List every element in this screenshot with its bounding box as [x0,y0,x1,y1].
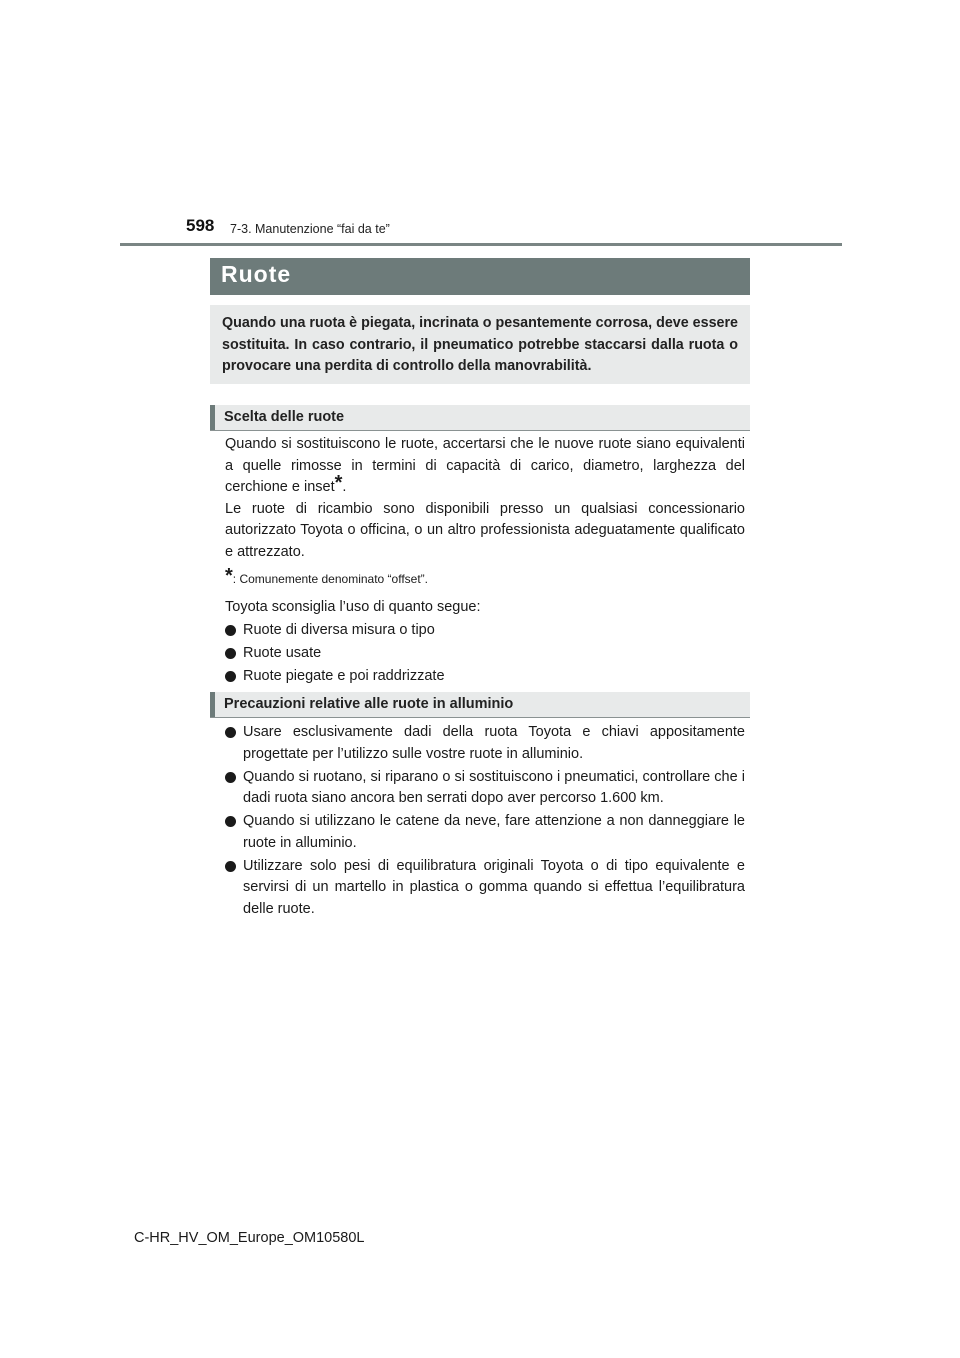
asterisk-mark: * [225,565,233,587]
section-heading-label: Scelta delle ruote [224,409,345,425]
heading-tab-marker [210,692,215,717]
section-body-wheel-choice [225,434,745,689]
bullet-icon [225,671,236,682]
paragraph-equivalence: Quando si sostituiscono le ruote, accertarsi che le nuove ruote siano equivalenti a quelle rimosse in termini di capacità di carico, diametro, larghezza del cerchione e inset*. [225,436,745,495]
bullet-icon [225,772,236,783]
section-heading-label: Precauzioni relative alle ruote in alluminio [224,696,514,712]
intro-box [210,305,750,384]
bullet-icon [225,816,236,827]
intro-text: Quando una ruota è piegata, incrinata o pesantemente corrosa, deve essere sostituita. In caso contrario, il pneumatico potrebbe staccarsi dalla ruota o provocare una perdita di controllo della manovrabilità. [222,315,738,374]
bullet-icon [225,861,236,872]
section-heading-wheel-choice [210,405,750,431]
page-number: 598 [186,216,215,235]
list-item: Quando si utilizzano le catene da neve, fare attenzione a non danneggiare le ruote in alluminio. [225,811,745,854]
bullet-icon [225,625,236,636]
header-divider [120,243,842,246]
page-title-bar [210,258,750,295]
bullet-icon [225,727,236,738]
footnote: *: Comunemente denominato “offset”. [225,565,429,587]
list-item: Ruote piegate e poi raddrizzate [225,666,745,688]
precautions-list [225,722,745,920]
list-item: Ruote usate [225,643,745,665]
list-item: Usare esclusivamente dadi della ruota Toyota e chiavi appositamente progettate per l’utilizzo sulle vostre ruote in alluminio. [225,722,745,765]
list-item: Utilizzare solo pesi di equilibratura originali Toyota o di tipo equivalente e servirsi di un martello in plastica o gomma quando si effettua l’equilibratura delle ruote. [225,856,745,921]
document-code: C-HR_HV_OM_Europe_OM10580L [134,1230,365,1246]
page-title: Ruote [221,261,292,287]
list-item: Quando si ruotano, si riparano o si sostituiscono i pneumatici, controllare che i dadi ruota siano ancora ben serrati dopo aver percorso 1.600 km. [225,767,745,810]
section-reference: 7-3. Manutenzione “fai da te” [230,222,390,236]
list-intro: Toyota sconsiglia l’uso di quanto segue: [225,598,481,615]
bullet-icon [225,648,236,659]
section-body-aluminum-precautions [225,722,745,922]
section-heading-aluminum-precautions [210,692,750,718]
asterisk-mark: * [334,472,343,494]
not-recommended-list [225,620,745,688]
page-header [0,0,960,250]
list-item: Ruote di diversa misura o tipo [225,620,745,642]
heading-tab-marker [210,405,215,430]
paragraph-availability: Le ruote di ricambio sono disponibili presso un qualsiasi concessionario autorizzato Toyota o officina, o un altro professionista adeguatamente qualificato e attrezzato. [225,500,745,560]
